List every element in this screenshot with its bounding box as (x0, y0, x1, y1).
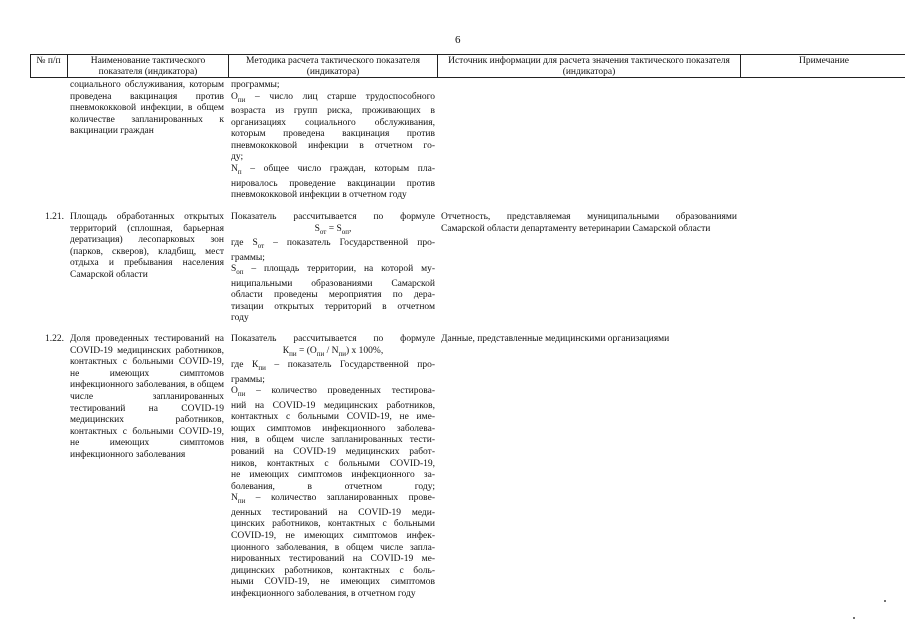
method-line: контактных с больными COVID-19, не име- (231, 412, 435, 423)
header-border (67, 54, 68, 78)
method-line: граммы; (231, 252, 265, 263)
method-line: $N_п$ – общее число граждан, которым пла- (231, 164, 435, 176)
method-line: $К_{пи} = (О_{пи} / N_{пи})$ x 100%, (282, 345, 384, 358)
method-line: пневмококковой инфекции в отчетном го- (231, 140, 435, 151)
method-line: COVID-19, не имеющих симптомов инфек- (231, 531, 435, 542)
col-header-name: Наименование тактического показателя (индикатора) (90, 56, 206, 77)
method-line: инфекционного заболевания, в отчетном году (231, 589, 416, 600)
method-line: $N_{пи}$ – количество запланированных прове- (231, 493, 435, 506)
page-number: 6 (455, 34, 461, 46)
method-line: возраста из групп риска, проживающих в (231, 106, 435, 117)
method-line: ду; (231, 152, 244, 163)
col-header-source: Источник информации для расчета значения тактического показателя (индикатора) (448, 56, 730, 77)
method-line: ционного заболевания, в общем числе запла- (231, 542, 435, 553)
header-border (740, 54, 741, 78)
row-source: Отчетность, представляемая муниципальными образованиями Самарской области департаменту ветеринарии Самарской области (441, 212, 737, 234)
header-border (228, 54, 229, 78)
method-line: $S_{от} = S_{оп}$, (314, 223, 352, 236)
method-line: $S_{оп}$ – площадь территории, на которой му- (231, 264, 435, 277)
col-header-note: Примечание (798, 56, 850, 66)
method-line: году (231, 313, 249, 324)
method-line: ющих симптомов инфекционного заболева- (231, 423, 435, 434)
method-line: ниципальными образованиями Самарской (231, 278, 435, 289)
header-border (437, 54, 438, 78)
method-line: ников, контактных с больными COVID-19, (231, 458, 435, 469)
method-line: нировалось проведение вакцинации против (231, 178, 435, 189)
row-number: 1.22. (45, 334, 64, 344)
method-line: которым проведена вакцинация против (231, 129, 435, 140)
method-line: пневмококковой инфекции в отчетном году (231, 190, 407, 201)
scan-speck (853, 617, 855, 619)
row-name: социального обслуживания, которым проведена вакцинация против пневмококковой инфекции, в общем количестве запланированных к вакцинации граждан (70, 80, 224, 137)
method-line: области проведены мероприятия по дера- (231, 290, 435, 301)
method-line: нированных тестирований на COVID-19 ме- (231, 554, 435, 565)
method-line: ния, в общем числе запланированных тести- (231, 435, 435, 446)
method-line: тизации открытых территорий в отчетном (231, 301, 435, 312)
method-line: Показатель рассчитывается по формуле (231, 212, 435, 222)
row-number: 1.21. (45, 212, 64, 222)
method-line: $О_{пи}$ – количество проведенных тестирова- (231, 386, 435, 399)
method-line: Показатель рассчитывается по формуле (231, 334, 435, 344)
method-line: цинских работников, контактных с больными (231, 519, 435, 530)
scan-speck (884, 600, 886, 602)
method-line: дицинских работников, контактных с боль- (231, 565, 435, 576)
method-line: ными COVID-19, не имеющих симптомов (231, 577, 435, 588)
method-line: не имеющих симптомов инфекционного за- (231, 470, 435, 481)
row-name: Доля проведенных тестирований на COVID-19 медицинских работников, контактных с больными COVID-19, не имеющих симптомов инфекционного заболевания, в общем числе запланированных тестирований на COVID-19 медицинских работников, контактных с больными COVID-19, не имеющих симптомов инфекционного заболевания (70, 334, 225, 460)
row-method (231, 80, 435, 202)
row-method (231, 334, 435, 601)
col-header-num: № п/п (36, 56, 61, 66)
method-line: болевания, в отчетном году; (231, 481, 435, 492)
row-name: Площадь обработанных открытых территорий (сплошная, барьерная дератизация) лесопарковых зон (парков, скверов), кладбищ, мест отдыха и пребывания населения Самарской области (70, 212, 224, 280)
method-line: денных тестирований на COVID-19 меди- (231, 507, 435, 518)
row-method (231, 212, 435, 325)
method-line: где $S_{от}$ – показатель Государственной про- (231, 238, 435, 250)
method-line: ний на COVID-19 медицинских работников, (231, 400, 435, 411)
method-line: рований на COVID-19 медицинских работ- (231, 447, 435, 458)
method-line: программы; (231, 80, 280, 90)
col-header-method: Методика расчета тактического показателя (индикатора) (246, 56, 420, 77)
method-line: $О_{пи}$ – число лиц старше трудоспособного (231, 91, 435, 104)
row-source: Данные, представленные медицинскими организациями (441, 334, 670, 344)
method-line: где $К_{пи}$ – показатель Государственной про- (231, 360, 436, 372)
method-line: граммы; (231, 374, 265, 385)
method-line: организациях социального обслуживания, (231, 117, 435, 128)
